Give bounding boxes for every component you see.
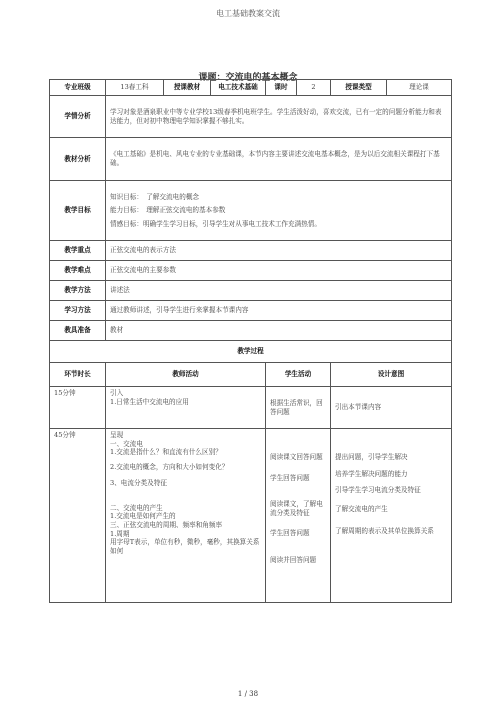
learning-label: 学习方法 xyxy=(50,301,106,321)
type-label: 授课类型 xyxy=(331,80,387,96)
intent-line: 提出问题，引导学生解决 xyxy=(335,453,408,461)
row2-time: 45分钟 xyxy=(50,429,106,603)
teacher-line: 1.周期 xyxy=(110,529,130,538)
student-line: 阅读课文回答问题 xyxy=(270,453,323,461)
col-time: 环节时长 xyxy=(50,363,106,387)
running-header: 电工基础教案交流 xyxy=(216,9,280,18)
intent-line: 引导学生学习电流分类及特征 xyxy=(335,486,421,495)
type-value: 理论课 xyxy=(387,80,452,96)
learning-text: 通过教师讲述，引导学生进行来掌握本节课内容 xyxy=(106,301,452,321)
major-value: 13春工科 xyxy=(106,80,164,96)
major-label: 专业班级 xyxy=(50,80,106,96)
material-analysis-label: 教材分析 xyxy=(50,138,106,181)
intent-line: 培养学生解决问题的能力 xyxy=(335,469,408,478)
teacher-line: 1.交流电是如何产生的 xyxy=(110,512,176,521)
lesson-plan-table xyxy=(49,79,452,603)
col-intent: 设计意图 xyxy=(331,363,452,387)
key-label: 教学重点 xyxy=(50,241,106,261)
process-title: 教学过程 xyxy=(50,341,452,363)
teacher-line: 用字母T表示，单位有秒，微秒，毫秒，其换算关系如何 xyxy=(110,538,260,555)
goal-knowledge: 知识目标： 了解交流电的概念 xyxy=(110,192,200,201)
teacher-line: 二、交流电的产生 xyxy=(110,503,163,512)
key-text: 正弦交流电的表示方法 xyxy=(106,241,452,261)
tools-text: 教材 xyxy=(106,321,452,341)
difficulty-label: 教学难点 xyxy=(50,261,106,281)
teacher-line: 三、正弦交流电的周期、频率和角频率 xyxy=(110,520,223,529)
student-line: 阅读课文，了解电流分类及特征 xyxy=(270,500,323,517)
material-value: 电工技术基础 xyxy=(211,80,266,96)
row2-teacher xyxy=(106,429,266,603)
row1-teacher-line2: 1.日常生活中交流电的应用 xyxy=(110,397,189,406)
student-line: 学生回答问题 xyxy=(270,473,310,482)
goal-emotion: 情感目标：明确学生学习目标，引导学生对从事电工技术工作充满热情。 xyxy=(110,219,321,228)
students-text: 学习对象是酒泉职业中等专业学校13级春季机电班学生。学生活泼好动，喜欢交流，已有一定的问题分析能力和表达能力，但对初中物理电学知识掌握不够扎实。 xyxy=(106,96,452,138)
teacher-line: 2.交流电的概念，方向和大小如何变化？ xyxy=(110,462,229,471)
row1-teacher-line1: 引入 xyxy=(110,389,124,397)
goal-ability: 能力目标： 理解正弦交流电的基本参数 xyxy=(110,206,226,215)
intent-line: 了解周期的表示及其单位换算关系 xyxy=(335,527,434,536)
row1-time: 15分钟 xyxy=(50,387,106,429)
students-label: 学情分析 xyxy=(50,96,106,138)
page-number: 1 / 38 xyxy=(237,690,259,698)
material-label: 授课教材 xyxy=(164,80,211,96)
teacher-line: 1.交流是指什么？和直流有什么区别？ xyxy=(110,448,222,457)
row2-intent xyxy=(331,429,452,603)
tools-label: 教具准备 xyxy=(50,321,106,341)
goals-cell xyxy=(106,181,452,241)
row1-student: 根据生活常识，回答问题 xyxy=(266,387,331,429)
goals-label: 教学目标 xyxy=(50,181,106,241)
method-text: 讲述法 xyxy=(106,281,452,301)
row2-student xyxy=(266,429,331,603)
row1-intent: 引出本节课内容 xyxy=(331,387,452,429)
teacher-line: 呈现 xyxy=(110,431,124,439)
hours-label: 课时 xyxy=(266,80,297,96)
intent-line: 了解交流电的产生 xyxy=(335,504,388,513)
teacher-line: 3、电流分类及特征 xyxy=(110,479,167,488)
student-line: 阅读并回答问题 xyxy=(270,555,317,564)
teacher-line: 一、交流电 xyxy=(110,439,143,448)
col-teacher: 教师活动 xyxy=(106,363,266,387)
difficulty-text: 正弦交流电的主要参数 xyxy=(106,261,452,281)
hours-value: 2 xyxy=(297,80,331,96)
material-analysis-text: 《电工基础》是机电、风电专业的专业基础课，本节内容主要讲述交流电基本概念，是为以后交流相关课程打下基础。 xyxy=(106,138,452,181)
student-line: 学生回答问题 xyxy=(270,529,310,538)
row1-teacher xyxy=(106,387,266,429)
lesson-title: 课题：交流电的基本概念 xyxy=(198,73,298,83)
col-student: 学生活动 xyxy=(266,363,331,387)
method-label: 教学方法 xyxy=(50,281,106,301)
